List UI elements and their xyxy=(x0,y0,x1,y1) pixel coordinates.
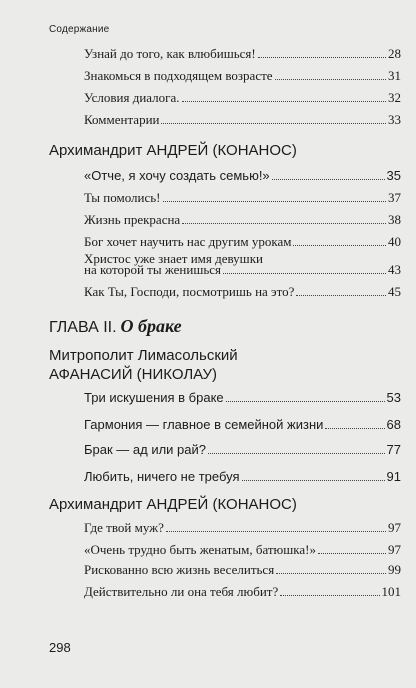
author-heading: АФАНАСИЙ (НИКОЛАУ) xyxy=(49,366,218,383)
leader-dots xyxy=(208,453,385,454)
toc-entry-page: 91 xyxy=(386,469,401,484)
leader-dots xyxy=(161,123,386,124)
toc-entry xyxy=(84,42,401,62)
toc-entry-page: 33 xyxy=(388,112,401,127)
toc-entry xyxy=(84,386,401,406)
toc-entry-page: 68 xyxy=(386,417,401,432)
toc-entry-page: 43 xyxy=(388,262,401,277)
leader-dots xyxy=(163,201,386,202)
toc-entry-title: «Отче, я хочу создать семью!» xyxy=(84,168,270,183)
toc-entry xyxy=(84,86,401,106)
leader-dots xyxy=(276,573,386,574)
toc-entry xyxy=(84,258,401,278)
toc-entry-page: 28 xyxy=(388,46,401,61)
toc-entry-page: 38 xyxy=(388,212,401,227)
leader-dots xyxy=(325,428,384,429)
toc-entry-title: Брак — ад или рай? xyxy=(84,442,207,457)
toc-entry-page: 53 xyxy=(386,390,401,405)
toc-entry-title: Жизнь прекрасна xyxy=(84,212,181,227)
toc-entry xyxy=(84,208,401,228)
toc-entry xyxy=(84,516,401,536)
author-heading: Архимандрит АНДРЕЙ (КОНАНОС) xyxy=(49,496,297,513)
toc-entry xyxy=(84,64,401,84)
leader-dots xyxy=(166,531,386,532)
leader-dots xyxy=(280,595,379,596)
toc-entry xyxy=(84,580,401,600)
toc-entry-page: 101 xyxy=(381,584,401,599)
toc-entry xyxy=(84,230,401,250)
toc-entry-title: Ты помолись! xyxy=(84,190,161,205)
chapter-title: О браке xyxy=(120,316,182,336)
toc-entry-title: Бог хочет научить нас другим урокам xyxy=(84,234,292,249)
leader-dots xyxy=(182,101,386,102)
toc-entry-title: Три искушения в браке xyxy=(84,390,224,405)
leader-dots xyxy=(296,295,386,296)
toc-entry-page: 45 xyxy=(388,284,401,299)
toc-entry-title: Рискованно всю жизнь веселиться xyxy=(84,562,275,577)
toc-entry-title: Знакомься в подходящем возрасте xyxy=(84,68,273,83)
toc-entry-page: 35 xyxy=(386,168,401,183)
toc-entry-page: 32 xyxy=(388,90,401,105)
toc-entry-title: Действительно ли она тебя любит? xyxy=(84,584,279,599)
toc-entry-title: Как Ты, Господи, посмотришь на это? xyxy=(84,284,295,299)
toc-entry xyxy=(84,280,401,300)
leader-dots xyxy=(242,480,385,481)
toc-entry-page: 37 xyxy=(388,190,401,205)
toc-entry-title: Узнай до того, как влюбишься! xyxy=(84,46,256,61)
toc-entry-title: Где твой муж? xyxy=(84,520,164,535)
toc-entry-page: 40 xyxy=(388,234,401,249)
leader-dots xyxy=(223,273,386,274)
leader-dots xyxy=(293,245,386,246)
toc-entry xyxy=(84,413,401,433)
chapter-label: ГЛАВА II. xyxy=(49,319,117,336)
toc-entry-title-line1: Христос уже знает имя девушки xyxy=(84,251,263,266)
toc-entry xyxy=(84,108,401,128)
leader-dots xyxy=(258,57,386,58)
running-head: Содержание xyxy=(49,24,110,35)
author-heading: Архимандрит АНДРЕЙ (КОНАНОС) xyxy=(49,142,297,159)
toc-entry-title: «Очень трудно быть женатым, батюшка!» xyxy=(84,542,316,557)
author-heading: Митрополит Лимасольский xyxy=(49,347,238,364)
toc-entry-page: 99 xyxy=(388,562,401,577)
toc-entry-page: 31 xyxy=(388,68,401,83)
toc-entry-page: 77 xyxy=(386,442,401,457)
toc-entry-title-line2: на которой ты женишься xyxy=(84,262,222,277)
toc-entry xyxy=(84,558,401,578)
leader-dots xyxy=(318,553,386,554)
toc-entry xyxy=(84,164,401,184)
toc-entry-page: 97 xyxy=(388,520,401,535)
toc-entry-page: 97 xyxy=(388,542,401,557)
leader-dots xyxy=(182,223,386,224)
toc-entry-title: Гармония — главное в семейной жизни xyxy=(84,417,324,432)
toc-entry xyxy=(84,186,401,206)
toc-entry xyxy=(84,465,401,485)
toc-entry-title: Условия диалога. xyxy=(84,90,180,105)
toc-entry xyxy=(84,438,401,458)
toc-entry xyxy=(84,538,401,558)
leader-dots xyxy=(275,79,386,80)
toc-entry-title: Комментарии xyxy=(84,112,160,127)
toc-entry-title: Любить, ничего не требуя xyxy=(84,469,240,484)
page-number: 298 xyxy=(49,640,71,655)
leader-dots xyxy=(272,179,385,180)
leader-dots xyxy=(226,401,385,402)
chapter-heading xyxy=(49,316,182,338)
